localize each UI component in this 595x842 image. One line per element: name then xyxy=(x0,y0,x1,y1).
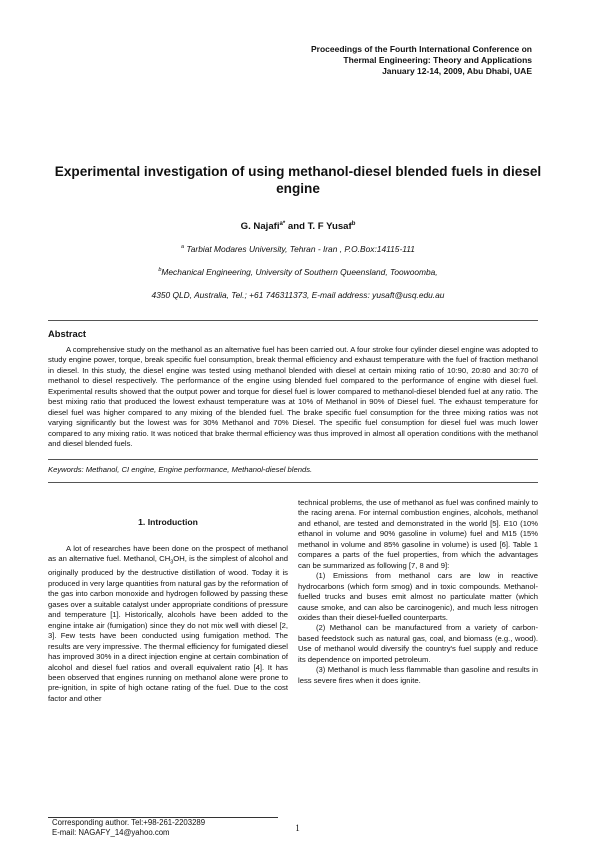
conference-header xyxy=(260,44,532,77)
affiliation-b-text: Mechanical Engineering, University of Southern Queensland, Toowoomba, xyxy=(161,267,438,277)
affiliation-b-mark: b xyxy=(158,267,162,274)
advantage-2: (2) Methanol can be manufactured from a variety of carbon-based feedstock such as natural gas, coal, and biomass (e.g., wood). Use of methanol would diversify the country's fuel supply and reduce its dependence on imported petroleum. xyxy=(298,623,538,664)
author-1: G. Najafi xyxy=(240,221,280,233)
left-column xyxy=(48,544,288,704)
intro-paragraph-continued: technical problems, the use of methanol as fuel was confined mainly to the racing arena. For internal combustion engines, alcohols, methanol and ethanol, are tested and demonstrated in the world [5]. E10 (10% ethanol in volume and 90% gasoline in volume) fuel and M15 (15% methanol in volume and 85% gasoline in volume) is used [6]. Table 1 compares a parts of the fuel properties, from which the advantages can be summarized as following [7, 8 and 9]: xyxy=(298,498,538,570)
footnote-line-1: Corresponding author. Tel:+98-261-2203289 xyxy=(52,818,206,827)
abstract-top-rule xyxy=(48,320,538,321)
conference-line-3: January 12-14, 2009, Abu Dhabi, UAE xyxy=(382,66,532,76)
conference-line-1: Proceedings of the Fourth International Conference on xyxy=(310,44,532,54)
page-number: 1 xyxy=(295,823,300,833)
affiliation-b-address: 4350 QLD, Australia, Tel.; +61 746311373, E-mail address: yusaft@usq.edu.au xyxy=(151,290,445,300)
right-column xyxy=(298,498,538,686)
intro-p1-subscript: 3 xyxy=(170,559,174,566)
paper-title: Experimental investigation of using methanol-diesel blended fuels in diesel engine xyxy=(54,164,542,196)
advantage-3: (3) Methanol is much less flammable than gasoline and results in less severe fires when it does ignite. xyxy=(298,665,538,685)
affiliation-a-mark: a xyxy=(181,244,185,251)
keywords-rule xyxy=(48,482,538,483)
abstract-heading: Abstract xyxy=(48,328,87,339)
conference-line-2: Thermal Engineering: Theory and Applications xyxy=(343,55,532,65)
affiliation-b xyxy=(48,267,548,277)
author-join: and xyxy=(285,221,308,233)
affiliation-a xyxy=(48,244,548,254)
abstract-bottom-rule xyxy=(48,459,538,460)
author-line xyxy=(48,221,548,232)
intro-p1-text-a: A lot of researches have been done on the prospect of methanol as an alternative fuel. Methanol, CH xyxy=(48,544,288,564)
intro-p1-text-b: OH, is the simplest of alcohol and originally produced by the destructive distillation of wood. Today it is produced in very large quantities from natural gas by the reformation of the gas into carbon monoxide and hydrogen followed by passing these gases over a suitable catalyst under appropriate conditions of pressure and temperature [1]. Historically, alcohols have been added to the engine intake air (fumigation) since they do not mix well with diesel [2, 3]. Few tests have been conducted using fumigation method. The results are very impressive. The thermal efficiency for fumigated diesel has improved 30% in a direct injection engine at certain combination of alcohol and diesel fuel ratios and overall equivalent ratio [4]. It has been observed that engines running on methanol alone were prone to pre-ignition, in spite of high octane rating of the fuel. Due to the cost factor and other xyxy=(48,554,288,703)
footnote-line-2: E-mail: NAGAFY_14@yahoo.com xyxy=(52,828,170,837)
author-2-mark: b xyxy=(351,221,356,227)
author-2: T. F Yusaf xyxy=(307,221,352,233)
section-heading-introduction: 1. Introduction xyxy=(138,517,198,527)
advantage-1: (1) Emissions from methanol cars are low in reactive hydrocarbons (which form smog) and in toxic compounds. Methanol-fuelled trucks and buses emit almost no particulate matter (which cause smoke, and can also be carcinogenic), and much less nitrogen oxides than their diesel-fuelled counterparts. xyxy=(298,571,538,622)
author-1-mark: a* xyxy=(279,221,286,227)
affiliation-a-text: Tarbiat Modares University, Tehran - Iran , P.O.Box:14115-111 xyxy=(184,244,415,254)
abstract-body: A comprehensive study on the methanol as an alternative fuel has been carried out. A four stroke four cylinder diesel engine was adopted to study engine power, torque, break specific fuel consumption, break thermal efficiency and exhaust temperature with the fuel of fraction methanol in diesel. In this study, the diesel engine was tested using methanol blended with diesel at certain mixing ratio of 10:90, 20:80 and 30:70 of methanol to diesel respectively. The performance of the engine using blended fuel compared to the performance of engine with diesel fuel. Experimental results showed that the output power and torque for diesel fuel is lower compared to methanol-diesel blended fuel at any ratio. The best mixing ratio that produced the lowest exhaust temperature was at 10% of Methanol in 90% of Diesel fuel. The exhaust temperature for diesel fuel was higher compared to any mixing of the blended fuel. The brake specific fuel consumption for the three mixing ratios was not varying significantly but the lowest was for 30% Methanol and 70% Diesel. The specific fuel consumption for diesel fuel was much lower compared to any mixing ratio. It was noticed that brake thermal efficiency was thus improved in almost all operation conditions with the methanol and diesel blended fuels. xyxy=(48,345,538,449)
keywords: Keywords: Methanol, CI engine, Engine performance, Methanol-diesel blends. xyxy=(48,465,313,474)
intro-paragraph-1 xyxy=(48,544,288,704)
